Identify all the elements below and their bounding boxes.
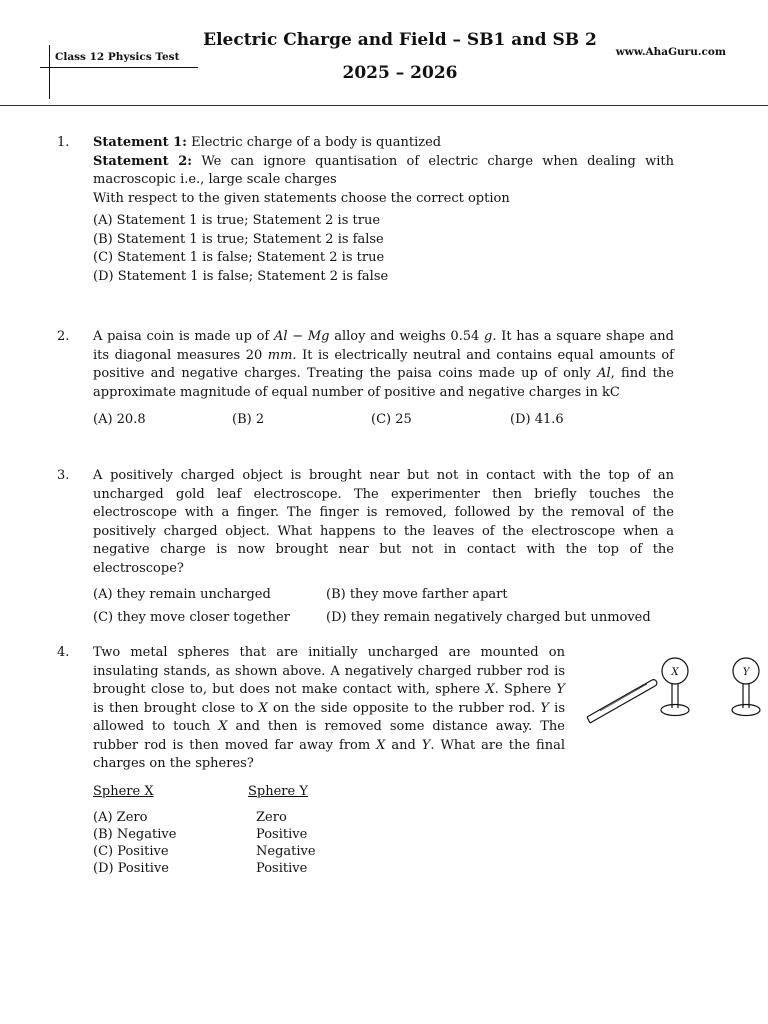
- math-x: X: [376, 737, 386, 753]
- stem-text: Two metal spheres that are initially uncharged are mounted on insulating stands, as shown above. A negatively charged rubber rod is brought close to, but does not make contact with, sphere: [93, 645, 565, 697]
- math-y: Y: [540, 700, 550, 716]
- table-row[interactable]: [93, 826, 565, 843]
- statement-1-label: Statement 1:: [93, 135, 187, 150]
- option-b[interactable]: (B) they move farther apart: [326, 587, 508, 602]
- math-y: Y: [556, 682, 566, 697]
- spheres-figure: [582, 652, 768, 732]
- column-sphere-x: Sphere X: [93, 783, 154, 799]
- question-3: [57, 467, 674, 631]
- option-label: (C) Positive: [93, 844, 169, 859]
- options-grid: [93, 586, 674, 627]
- math-y: Y: [421, 737, 431, 753]
- question-number: 4.: [57, 645, 70, 660]
- question-number: 1.: [57, 135, 70, 150]
- stem-text: is then brought close to: [93, 700, 259, 716]
- website-label: www.AhaGuru.com: [615, 46, 726, 58]
- stem-text: , find the approximate magnitude of equal number of positive and negative charges in kC: [93, 366, 674, 400]
- stem-text: A paisa coin is made up of: [93, 329, 274, 344]
- option-a[interactable]: (A) they remain uncharged: [93, 587, 271, 602]
- answer-table: [93, 809, 565, 877]
- question-stem: A positively charged object is brought near but not in contact with the top of an uncharged gold leaf electroscope. The experimenter then briefly touches the electroscope with a finger. The finger is removed, followed by the removal of the positively charged object. What happens to the leaves of the electroscope when a negative charge is now brought near but not in contact with the top of the electroscope?: [93, 468, 674, 576]
- option-b[interactable]: (B) Statement 1 is true; Statement 2 is false: [93, 231, 384, 247]
- option-d[interactable]: (D) they remain negatively charged but unmoved: [326, 609, 651, 625]
- options-list: [93, 212, 674, 286]
- option-c[interactable]: (C) Statement 1 is false; Statement 2 is true: [93, 250, 385, 265]
- math-x: X: [218, 719, 228, 734]
- math-x: X: [258, 700, 268, 716]
- question-stem: [93, 134, 674, 208]
- option-label: (B) Negative: [93, 827, 177, 842]
- page-title: Electric Charge and Field – SB1 and SB 2: [203, 30, 597, 50]
- option-c[interactable]: (C) 25: [371, 412, 412, 427]
- header-short-rule: [40, 67, 198, 68]
- rubber-rod: [587, 680, 657, 723]
- question-2: [57, 328, 674, 430]
- sphere-y-label: Y: [742, 667, 750, 678]
- sphere-x-stand: [661, 658, 689, 716]
- question-stem: [93, 328, 674, 402]
- math-alloy: Al − Mg: [273, 329, 330, 344]
- class-label: Class 12 Physics Test: [55, 51, 180, 63]
- option-a[interactable]: (A) Statement 1 is true; Statement 2 is true: [93, 213, 381, 228]
- statement-2-text: We can ignore quantisation of electric charge when dealing with macroscopic i.e., large scale charges: [93, 153, 674, 187]
- option-label: (A) Zero: [93, 810, 148, 825]
- sphere-y-stand: [732, 658, 760, 716]
- option-sphere-y: Positive: [256, 861, 308, 876]
- academic-year: 2025 – 2026: [342, 63, 458, 83]
- header-divider: [0, 105, 768, 106]
- option-a[interactable]: (A) 20.8: [93, 412, 146, 427]
- table-row[interactable]: [93, 843, 565, 860]
- options-row: [93, 411, 674, 430]
- header-vertical-rule: [49, 45, 50, 99]
- math-x: X: [485, 682, 495, 697]
- stem-text: . What are the final charges on the spheres?: [93, 737, 565, 771]
- stem-text: and: [385, 737, 422, 753]
- stem-text: is allowed to touch: [93, 700, 565, 734]
- stem-text: . It is electrically neutral and contains equal amounts of positive and negative charges. Treating the paisa coins made up of only: [93, 347, 674, 381]
- option-sphere-y: Positive: [256, 827, 308, 842]
- option-sphere-y: Negative: [256, 844, 316, 859]
- stem-text: on the side opposite to the rubber rod.: [267, 700, 541, 716]
- question-1: [57, 134, 674, 286]
- math-unit-mm: mm: [267, 347, 293, 363]
- option-d[interactable]: (D) Statement 1 is false; Statement 2 is false: [93, 268, 389, 284]
- question-stem: [93, 644, 565, 774]
- math-unit-g: g: [484, 329, 493, 344]
- option-label: (D) Positive: [93, 861, 169, 876]
- statement-1-text: Electric charge of a body is quantized: [186, 135, 442, 150]
- stem-text: and then is removed some distance away. The rubber rod is then moved far away from: [93, 719, 566, 753]
- table-row[interactable]: [93, 809, 565, 826]
- question-number: 2.: [57, 329, 70, 344]
- option-b[interactable]: (B) 2: [232, 412, 265, 427]
- question-prompt: With respect to the given statements choose the correct option: [93, 190, 510, 206]
- stem-text: . It has a square shape and its diagonal measures 20: [93, 329, 674, 363]
- table-row[interactable]: [93, 860, 565, 877]
- stem-text: . Sphere: [494, 682, 557, 697]
- question-number: 3.: [57, 468, 70, 483]
- stem-text: alloy and weighs 0.54: [329, 329, 485, 344]
- option-d[interactable]: (D) 41.6: [510, 412, 564, 427]
- math-al: Al: [597, 366, 611, 381]
- question-4: [57, 644, 565, 877]
- option-sphere-y: Zero: [256, 810, 287, 825]
- sphere-x-label: X: [671, 667, 679, 678]
- column-sphere-y: Sphere Y: [248, 783, 308, 799]
- option-c[interactable]: (C) they move closer together: [93, 609, 290, 625]
- statement-2-label: Statement 2:: [93, 153, 193, 169]
- answer-table-header: [93, 783, 565, 802]
